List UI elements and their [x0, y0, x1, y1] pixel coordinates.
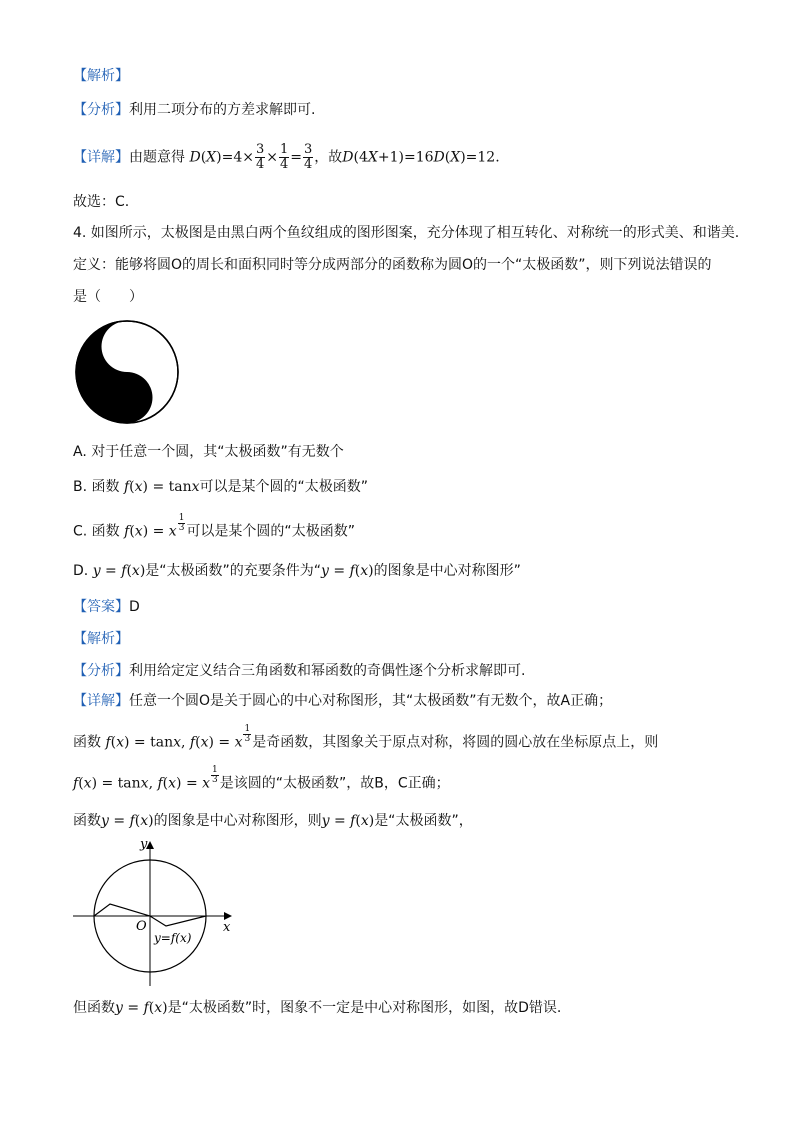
option-b: B. 函数 f(x) = tanx可以是某个圆的“太极函数” — [73, 479, 369, 495]
question-line-1: 4. 如图所示，太极图是由黑白两个鱼纹组成的图形图案，充分体现了相互转化、对称统一的形式美、和谐美. — [73, 225, 740, 241]
option-d-tail: 的图象是中心对称图形” — [373, 563, 521, 579]
solution-final-line: 但函数y = f(x)是“太极函数”时，图象不一定是中心对称图形，如图，故D错误. — [73, 1000, 562, 1016]
solution-jiexi-tag: 【解析】 — [73, 631, 129, 647]
taiji-white-dot — [121, 340, 134, 353]
option-a: A. 对于任意一个圆，其“太极函数”有无数个 — [73, 444, 344, 460]
option-b-tail: 可以是某个圆的“太极函数” — [199, 479, 369, 495]
solution-xiangjie-text: 任意一个圆O是关于圆心的中心对称图形，其“太极函数”有无数个，故A正确； — [129, 693, 613, 709]
taiji-black-dot — [121, 391, 134, 404]
solution-final-b: 是“太极函数”时，图象不一定是中心对称图形，如图，故D错误. — [167, 1000, 562, 1016]
option-d-label: D. — [73, 563, 93, 579]
solution-center-line: 函数y = f(x)的图象是中心对称图形，则y = f(x)是“太极函数”， — [73, 813, 473, 829]
option-d: D. y = f(x)是“太极函数”的充要条件为“y = f(x)的图象是中心对称图形” — [73, 563, 521, 579]
solution-center-a: 函数 — [73, 813, 101, 829]
prev-xiangjie-tag: 【详解】 — [73, 149, 129, 166]
solution-final-a: 但函数 — [73, 1000, 115, 1016]
solution-func-line: 函数 f(x) = tanx, f(x) = x $^{\frac{1}{3}}$ 是奇函数，其图象关于原点对称，将圆的圆心放在坐标原点上，则 — [73, 724, 659, 751]
solution-func-tail: 是奇函数，其图象关于原点对称，将圆的圆心放在坐标原点上，则 — [252, 734, 659, 751]
option-c-tail: 可以是某个圆的“太极函数” — [186, 523, 355, 540]
prev-jiexi-tag: 【解析】 — [73, 68, 129, 84]
question-line-3: 是（ ） — [73, 289, 143, 305]
y-axis-label: y — [140, 838, 148, 852]
curve-label: y=f(x) — [154, 931, 192, 945]
solution-fenxi-tag: 【分析】 — [73, 663, 129, 679]
solution-xiangjie-tag: 【详解】 — [73, 693, 129, 709]
origin-label: O — [136, 919, 147, 934]
answer-line — [73, 597, 140, 617]
counterexample-graph — [70, 838, 240, 988]
question-line-2: 定义：能够将圆O的周长和面积同时等分成两部分的函数称为圆O的一个“太极函数”，则下列说法错误的 — [73, 257, 712, 273]
frac-1-4: $\frac{1}{4}$ — [279, 142, 289, 172]
prev-xiangjie-text2: ，故 — [314, 149, 343, 166]
option-d-mid: 是“太极函数”的充要条件为“ — [145, 563, 322, 579]
solution-xiangjie-line — [73, 691, 612, 711]
answer-tag: 【答案】 — [73, 599, 129, 615]
formula-variance: D — [189, 149, 201, 166]
prev-fenxi-text: 利用二项分布的方差求解即可. — [129, 102, 316, 118]
solution-fenxi-line — [73, 661, 525, 681]
option-c: C. 函数 f(x) = x $^{\frac{1}{3}}$ 可以是某个圆的“太极函数” — [73, 513, 355, 540]
option-b-label: B. 函数 — [73, 479, 120, 495]
solution-func-prefix: 函数 — [73, 734, 101, 751]
frac-3-4: $\frac{3}{4}$ — [255, 142, 265, 172]
taiji-figure — [74, 320, 180, 424]
answer-value: D — [129, 599, 140, 615]
solution-center-b: 的图象是中心对称图形，则 — [153, 813, 322, 829]
prev-xiangjie-text1: 由题意得 — [129, 149, 185, 166]
prev-fenxi-line — [73, 100, 315, 120]
solution-is-tail: 是该圆的“太极函数”，故B，C正确； — [219, 775, 450, 792]
option-c-label: C. 函数 — [73, 523, 120, 540]
frac-3-4b: $\frac{3}{4}$ — [304, 142, 313, 172]
x-axis-label: x — [223, 920, 231, 935]
solution-fenxi-text: 利用给定定义结合三角函数和幂函数的奇偶性逐个分析求解即可. — [129, 663, 526, 679]
solution-center-c: 是“太极函数”， — [374, 813, 473, 829]
prev-fenxi-tag: 【分析】 — [73, 102, 129, 118]
prev-xiangjie-line: 【详解】由题意得 D(X)=4× $\frac{3}{4}$ × $\frac{1}{4}$ = $\frac{3}{4}$ ，故D(4X+1)=16D(X)=12. — [73, 142, 500, 172]
prev-answer-line: 故选：C. — [73, 194, 130, 210]
solution-is-line: f(x) = tanx, f(x) = x $^{\frac{1}{3}}$ 是该圆的“太极函数”，故B，C正确； — [73, 765, 450, 792]
